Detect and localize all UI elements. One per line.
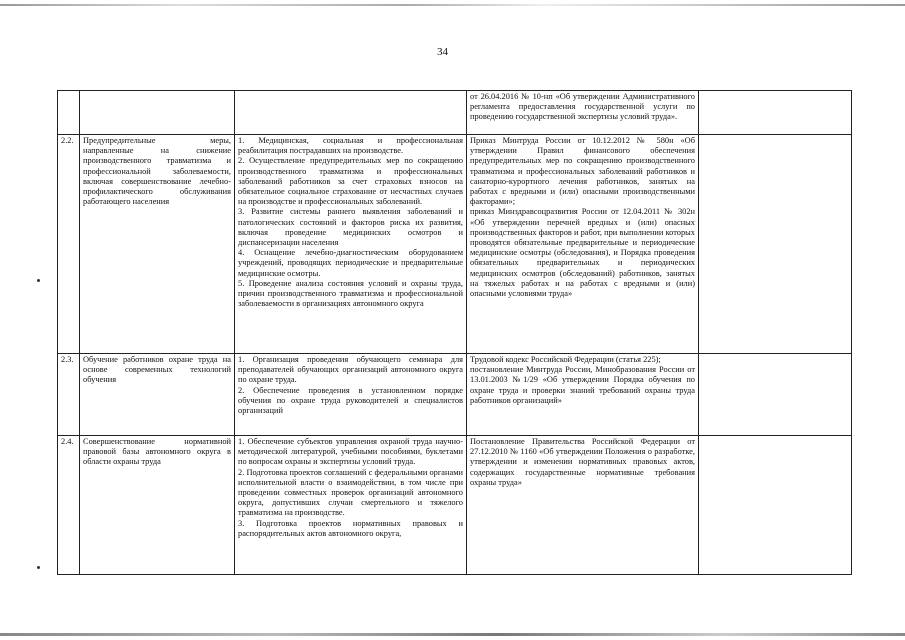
task-cell <box>80 91 235 135</box>
row-number: 2.4. <box>58 436 80 575</box>
scan-dot-mark <box>37 566 40 569</box>
documents-cell: Постановление Правительства Российской Федерации от 27.12.2010 № 1160 «Об утверждении Положения о разработке, утверждении и изменении нормативных правовых актов, содержащих государственные нормативные требования охраны труда» <box>467 436 699 575</box>
scan-edge-bottom <box>0 633 905 636</box>
row-number: 2.3. <box>58 354 80 436</box>
page-number: 34 <box>437 46 448 58</box>
program-table <box>57 90 852 575</box>
empty-cell <box>699 436 852 575</box>
table-row <box>58 354 852 436</box>
task-cell: Предупредительные меры, направленные на снижение производственного травматизма и профессиональной заболеваемости, включая совершенствование лечебно-профилактического обслуживания работающего населения <box>80 135 235 354</box>
activities-cell: 1. Медицинская, социальная и профессиональная реабилитация пострадавших на производстве. 2. Осуществление предупредительных мер по сокращению производственного травматизма и профессиональных заболеваний работников за счет страховых взносов на обязательное социальное страхование от несчастных случаев на производстве и профессиональных заболеваний. 3. Развитие системы раннего выявления заболеваний и патологических состояний и факторов риска их развития, включая проведение медицинских осмотров и диспансеризации населения 4. Оснащение лечебно-диагностическим оборудованием учреждений, проводящих периодические и предварительные медицинские осмотры. 5. Проведение анализа состояния условий и охраны труда, причин производственного травматизма и профессиональной заболеваемости в организациях автономного округа <box>235 135 467 354</box>
task-cell: Совершенствование нормативной правовой базы автономного округа в области охраны труда <box>80 436 235 575</box>
documents-cell: Трудовой кодекс Российской Федерации (статья 225); постановление Минтруда России, Минобразования России от 13.01.2003 №1/29 «Об утверждении Порядка обучения по охране труда и проверки знаний требований охраны труда работников организаций» <box>467 354 699 436</box>
table-row <box>58 436 852 575</box>
activities-cell: 1. Организация проведения обучающего семинара для преподавателей обучающих организаций автономного округа по охране труда. 2. Обеспечение проведения в установленном порядке обучения по охране труда руководителей и специалистов организаций <box>235 354 467 436</box>
scan-dot-mark <box>37 279 40 282</box>
empty-cell <box>699 91 852 135</box>
activities-cell <box>235 91 467 135</box>
table-row <box>58 135 852 354</box>
empty-cell <box>699 135 852 354</box>
row-number: 2.2. <box>58 135 80 354</box>
activities-cell: 1. Обеспечение субъектов управления охраной труда научно-методической литературой, учебными пособиями, буклетами по вопросам охраны и экспертизы условий труда. 2. Подготовка проектов соглашений с федеральными органами исполнительной власти о взаимодействии, в том числе при проведении совместных проверок организаций автономного округа, допустивших случаи смертельного и тяжелого травматизма на производстве. 3. Подготовка проектов нормативных правовых и распорядительных актов автономного округа, <box>235 436 467 575</box>
task-cell: Обучение работников охране труда на основе современных технологий обучения <box>80 354 235 436</box>
scan-edge-top <box>0 4 905 6</box>
documents-cell: от 26.04.2016 № 10-нп «Об утверждении Административного регламента предоставления государственной услуги по проведению государственной экспертизы условий труда». <box>467 91 699 135</box>
row-number <box>58 91 80 135</box>
table-row <box>58 91 852 135</box>
empty-cell <box>699 354 852 436</box>
documents-cell: Приказ Минтруда России от 10.12.2012 № 580н «Об утверждении Правил финансового обеспечения предупредительных мер по сокращению производственного травматизма и профессиональных заболеваний работников и санаторно-курортного лечения работников, занятых на работах с вредными и (или) опасными производственными факторами»; приказ Минздравсоцразвития России от 12.04.2011 № 302н «Об утверждении перечней вредных и (или) опасных производственных факторов и работ, при выполнении которых проводятся обязательные предварительные и периодические медицинские осмотры (обследования), и Порядка проведения обязательных предварительных и периодических медицинских осмотров (обследований) работников, занятых на тяжелых работах и на работах с вредными и (или) опасными условиями труда» <box>467 135 699 354</box>
